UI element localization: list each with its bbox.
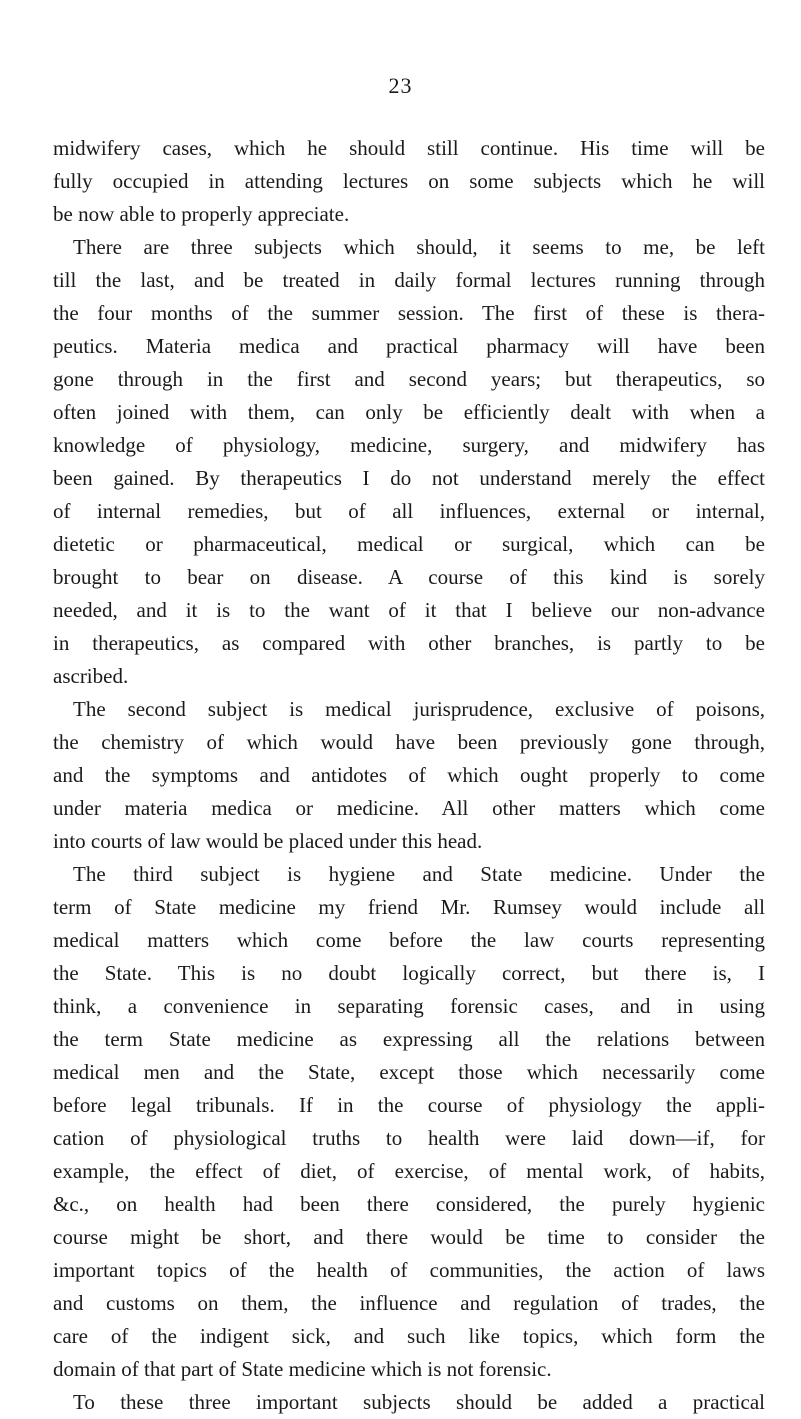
text-line: &c., on health had been there considered, the purely hygienic: [53, 1192, 765, 1216]
body-text: [53, 132, 765, 1419]
text-line: care of the indigent sick, and such like topics, which form the: [53, 1324, 765, 1348]
text-line: the term State medicine as expressing all the relations between: [53, 1027, 765, 1051]
text-line: under materia medica or medicine. All other matters which come: [53, 796, 765, 820]
text-line: medical men and the State, except those which necessarily come: [53, 1060, 765, 1084]
text-line: peutics. Materia medica and practical pharmacy will have been: [53, 334, 765, 358]
text-line: course might be short, and there would be time to consider the: [53, 1225, 765, 1249]
text-line: been gained. By therapeutics I do not understand merely the effect: [53, 466, 765, 490]
text-line: be now able to properly appreciate.: [53, 202, 350, 226]
text-line: the State. This is no doubt logically correct, but there is, I: [53, 961, 765, 985]
page-number: 23: [388, 73, 413, 98]
text-line: into courts of law would be placed under this head.: [53, 829, 483, 853]
text-line: and the symptoms and antidotes of which ought properly to come: [53, 763, 765, 787]
text-line: the four months of the summer session. The first of these is thera-: [53, 301, 765, 325]
text-line: cation of physiological truths to health were laid down—if, for: [53, 1126, 765, 1150]
text-line: gone through in the first and second years; but therapeutics, so: [53, 367, 765, 391]
text-line: important topics of the health of communities, the action of laws: [53, 1258, 765, 1282]
text-line: needed, and it is to the want of it that I believe our non-advance: [53, 598, 765, 622]
text-line: medical matters which come before the law courts representing: [53, 928, 765, 952]
text-line: think, a convenience in separating forensic cases, and in using: [53, 994, 765, 1018]
text-line: and customs on them, the influence and regulation of trades, the: [53, 1291, 765, 1315]
text-line: often joined with them, can only be efficiently dealt with when a: [53, 400, 765, 424]
text-line: The third subject is hygiene and State medicine. Under the: [73, 862, 765, 886]
text-line: the chemistry of which would have been previously gone through,: [53, 730, 765, 754]
text-line: term of State medicine my friend Mr. Rumsey would include all: [53, 895, 765, 919]
text-line: To these three important subjects should be added a practical: [73, 1390, 765, 1414]
text-line: of internal remedies, but of all influences, external or internal,: [53, 499, 765, 523]
text-line: brought to bear on disease. A course of this kind is sorely: [53, 565, 765, 589]
text-line: knowledge of physiology, medicine, surgery, and midwifery has: [53, 433, 765, 457]
text-line: example, the effect of diet, of exercise, of mental work, of habits,: [53, 1159, 765, 1183]
text-line: till the last, and be treated in daily formal lectures running through: [53, 268, 765, 292]
text-line: fully occupied in attending lectures on some subjects which he will: [53, 169, 765, 193]
text-line: There are three subjects which should, it seems to me, be left: [73, 235, 765, 259]
text-line: in therapeutics, as compared with other branches, is partly to be: [53, 631, 765, 655]
text-line: midwifery cases, which he should still continue. His time will be: [53, 136, 765, 160]
text-line: dietetic or pharmaceutical, medical or surgical, which can be: [53, 532, 765, 556]
text-line: before legal tribunals. If in the course of physiology the appli-: [53, 1093, 765, 1117]
text-line: ascribed.: [53, 664, 129, 688]
text-line: domain of that part of State medicine which is not forensic.: [53, 1357, 552, 1381]
text-line: The second subject is medical jurisprudence, exclusive of poisons,: [73, 697, 765, 721]
